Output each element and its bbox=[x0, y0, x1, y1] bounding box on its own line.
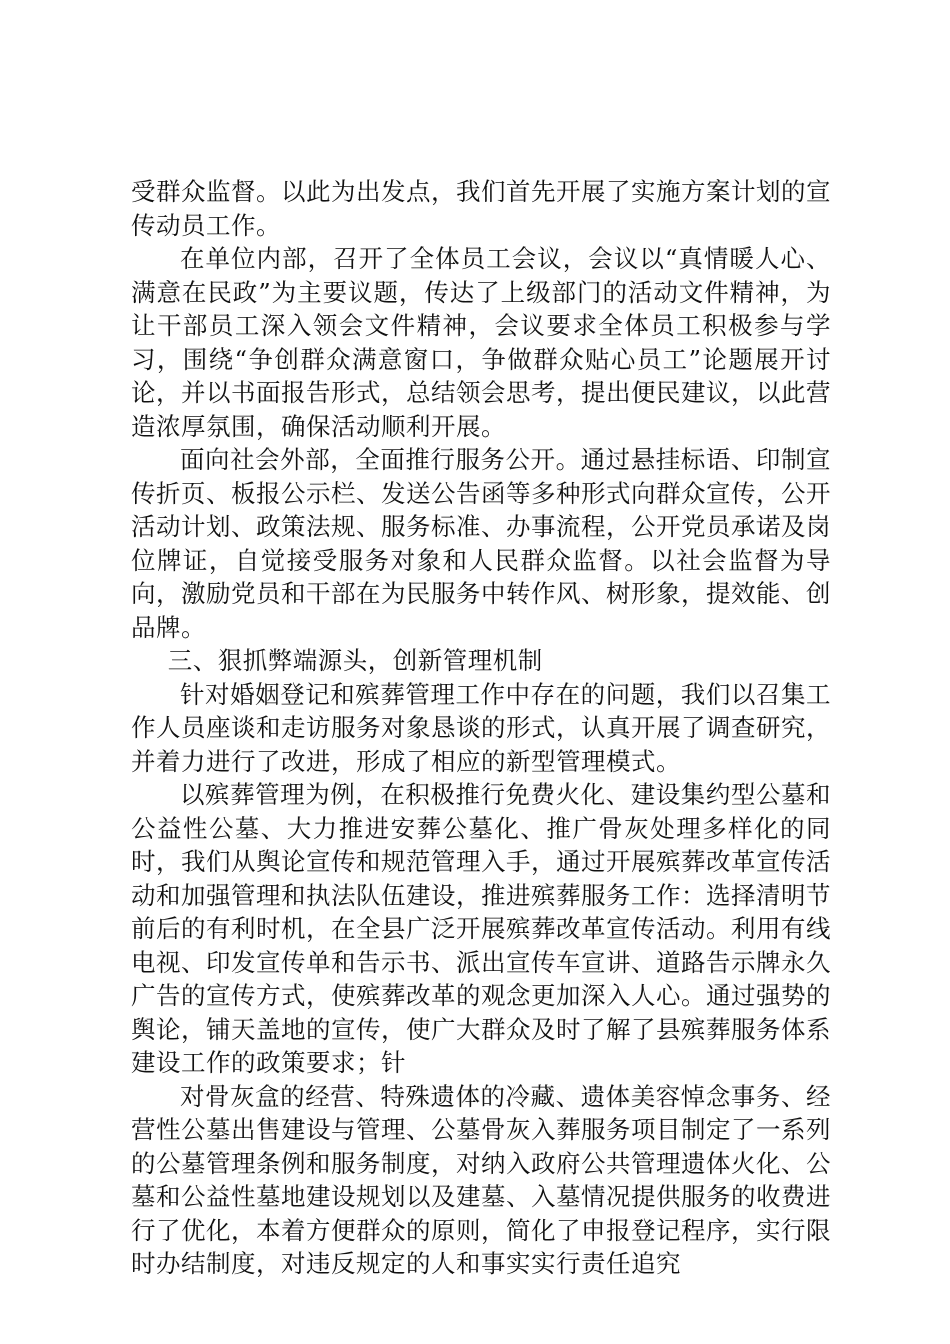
paragraph-public-disclosure: 面向社会外部，全面推行服务公开。通过悬挂标语、印制宣传折页、板报公示栏、发送公告函等多种形式向群众宣传，公开活动计划、政策法规、服务标准、办事流程，公开党员承诺及岗位牌证，自觉接受服务对象和人民群众监督。以社会监督为导向，激励党员和干部在为民服务中转作风、树形象，提效能、创品牌。 bbox=[131, 445, 831, 642]
paragraph-funeral-management: 以殡葬管理为例，在积极推行免费火化、建设集约型公墓和公益性公墓、大力推进安葬公墓化、推广骨灰处理多样化的同时，我们从舆论宣传和规范管理入手，通过开展殡葬改革宣传活动和加强管理和执法队伍建设，推进殡葬服务工作：选择清明节前后的有利时机，在全县广泛开展殡葬改革宣传活动。利用有线电视、印发宣传单和告示书、派出宣传车宣讲、道路告示牌永久广告的宣传方式，使殡葬改革的观念更加深入人心。通过强势的舆论，铺天盖地的宣传，使广大群众及时了解了县殡葬服务体系建设工作的政策要求；针 bbox=[131, 780, 831, 1077]
section-heading: 三、狠抓弊端源头，创新管理机制 bbox=[167, 646, 543, 675]
document-body bbox=[131, 175, 831, 1281]
paragraph-continuation: 受群众监督。以此为出发点，我们首先开展了实施方案计划的宣传动员工作。 bbox=[131, 177, 831, 240]
paragraph-problem-research: 针对婚姻登记和殡葬管理工作中存在的问题，我们以召集工作人员座谈和走访服务对象恳谈的形式，认真开展了调查研究，并着力进行了改进，形成了相应的新型管理模式。 bbox=[131, 679, 831, 776]
paragraph-internal-meeting: 在单位内部，召开了全体员工会议，会议以“真情暖人心、满意在民政”为主要议题，传达了上级部门的活动文件精神，为让干部员工深入领会文件精神，会议要求全体员工积极参与学习，围绕“争创群众满意窗口，争做群众贴心员工”论题展开讨论，并以书面报告形式，总结领会思考，提出便民建议，以此营造浓厚氛围，确保活动顺利开展。 bbox=[131, 244, 831, 441]
paragraph-cemetery-regulations: 对骨灰盒的经营、特殊遗体的冷藏、遗体美容悼念事务、经营性公墓出售建设与管理、公墓骨灰入葬服务项目制定了一系列的公墓管理条例和服务制度，对纳入政府公共管理遗体火化、公墓和公益性墓地建设规划以及建墓、入墓情况提供服务的收费进行了优化，本着方便群众的原则，简化了申报登记程序，实行限时办结制度，对违反规定的人和事实实行责任追究 bbox=[131, 1081, 831, 1278]
